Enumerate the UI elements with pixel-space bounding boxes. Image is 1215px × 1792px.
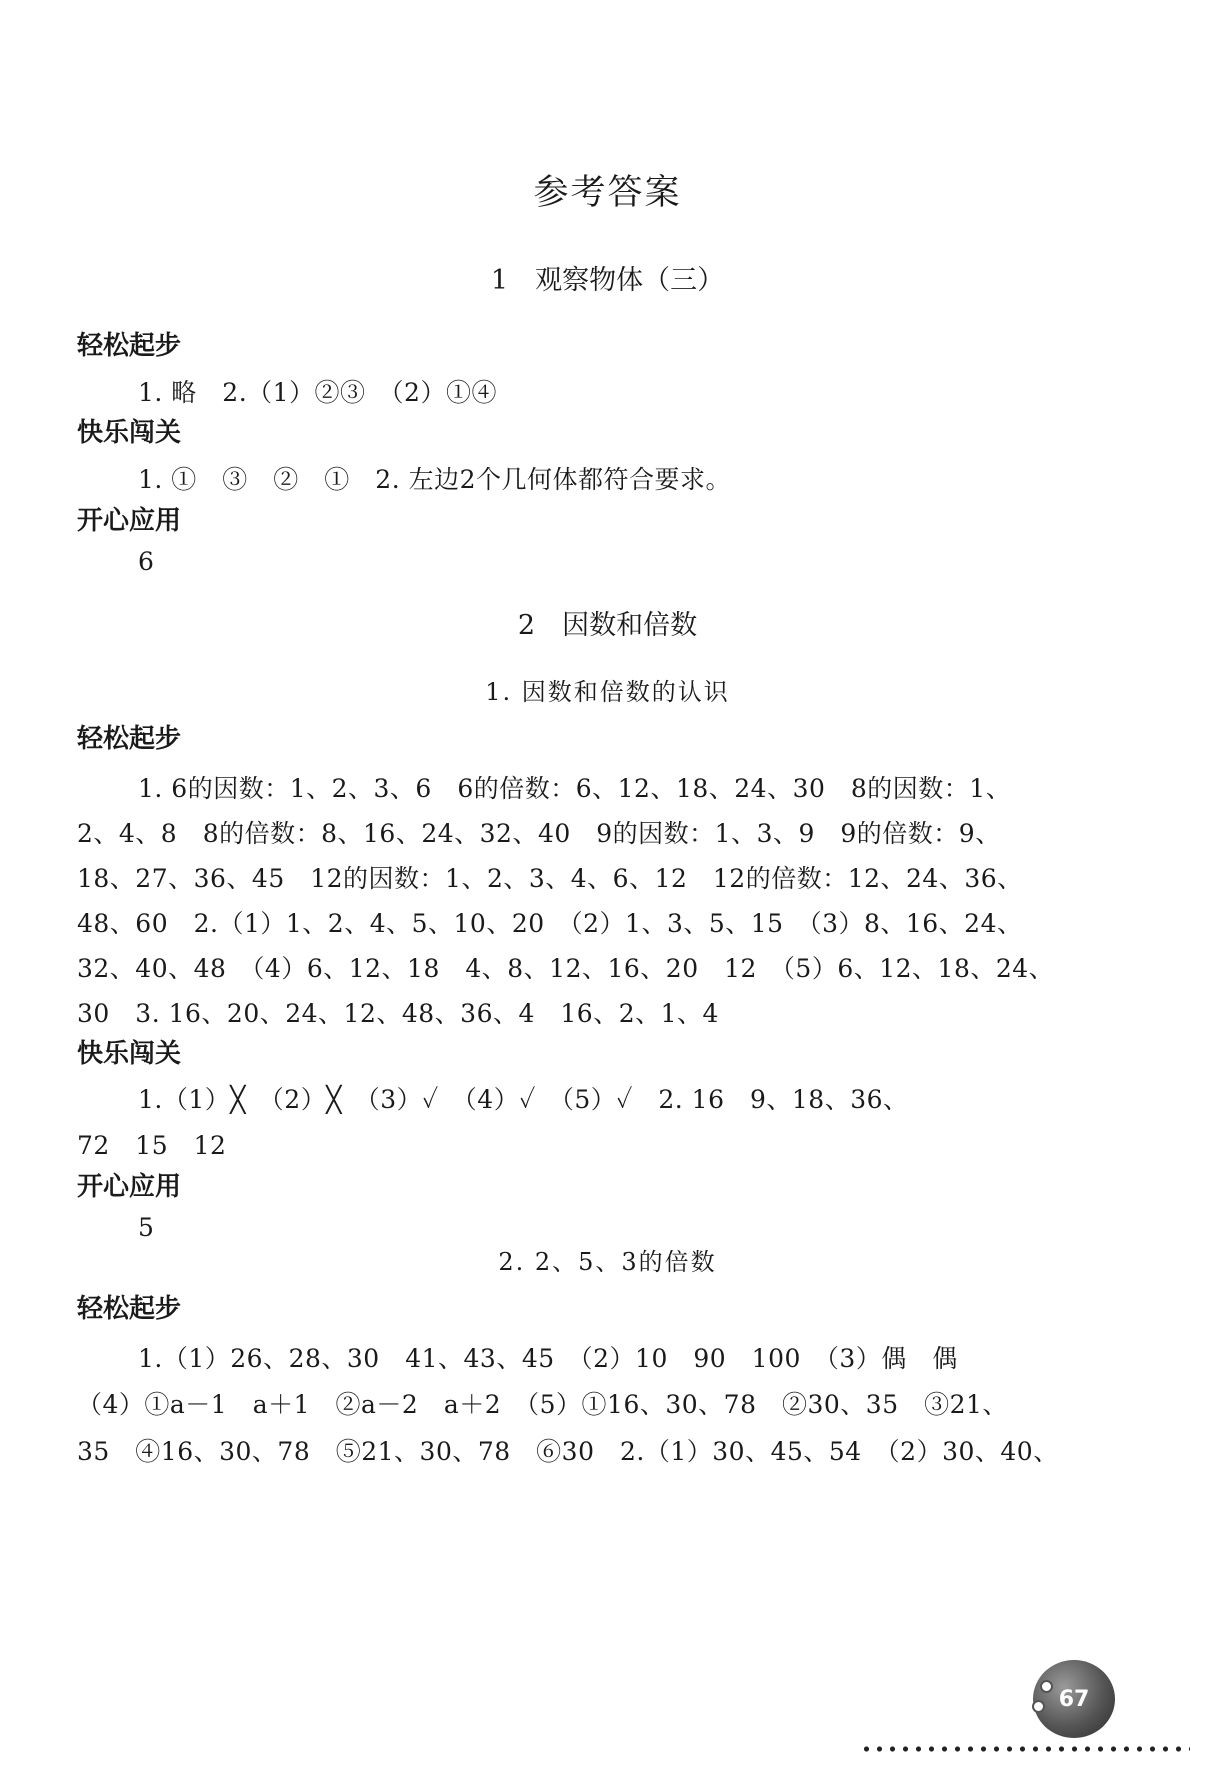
section-label: 快乐闯关 [77, 418, 182, 448]
section-label: 轻松起步 [77, 1294, 182, 1324]
answer-line: 1.（1）26、28、30 41、43、45 （2）10 90 100 （3）偶 偶 [138, 1344, 958, 1373]
answer-line: 1. 6的因数：1、2、3、6 6的倍数：6、12、18、24、30 8的因数：1、 [138, 774, 1012, 803]
section-label: 轻松起步 [77, 724, 182, 754]
answer-line: 1. 略 2.（1）②③ （2）①④ [138, 378, 497, 407]
badge-dot-icon [1032, 1700, 1045, 1713]
subsection-heading: 1. 因数和倍数的认识 [485, 678, 730, 706]
section-label: 开心应用 [77, 506, 182, 536]
page-number-badge [1033, 1660, 1115, 1738]
footer-dotted-line [860, 1745, 1190, 1753]
badge-dot-icon [1040, 1680, 1053, 1693]
section-label: 开心应用 [77, 1172, 182, 1202]
subsection-heading: 2. 2、5、3的倍数 [498, 1248, 717, 1276]
answer-line: 1.（1）╳ （2）╳ （3）✓ （4）✓ （5）✓ 2. 16 9、18、36、 [138, 1085, 909, 1114]
page-number: 67 [1058, 1686, 1090, 1712]
answer-line: 18、27、36、45 12的因数：1、2、3、4、6、12 12的倍数：12、24、36、 [77, 864, 1023, 893]
answer-line: 48、60 2.（1）1、2、4、5、10、20 （2）1、3、5、15 （3）8、16、24、 [77, 909, 1023, 938]
answer-line: 32、40、48 （4）6、12、18 4、8、12、16、20 12 （5）6、12、18、24、 [77, 954, 1055, 983]
answer-line: 1. ① ③ ② ① 2. 左边2个几何体都符合要求。 [138, 465, 732, 494]
page-title: 参考答案 [533, 173, 682, 213]
answer-line: 6 [138, 547, 155, 576]
section-label: 轻松起步 [77, 331, 182, 361]
chapter-1-heading: 1 观察物体（三） [490, 265, 725, 296]
section-label: 快乐闯关 [77, 1039, 182, 1069]
answer-line: 5 [138, 1213, 155, 1242]
answer-line: 2、4、8 8的倍数：8、16、24、32、40 9的因数：1、3、9 9的倍数：9、 [77, 819, 1001, 848]
answer-line: 72 15 12 [77, 1131, 227, 1160]
answer-line: 35 ④16、30、78 ⑤21、30、78 ⑥30 2.（1）30、45、54 （2）30、40、 [77, 1437, 1059, 1466]
answer-line: 30 3. 16、20、24、12、48、36、4 16、2、1、4 [77, 999, 719, 1028]
answer-line: （4）①a－1 a＋1 ②a－2 a＋2 （5）①16、30、78 ②30、35 ③21、 [77, 1390, 1008, 1419]
chapter-2-heading: 2 因数和倍数 [517, 610, 698, 641]
